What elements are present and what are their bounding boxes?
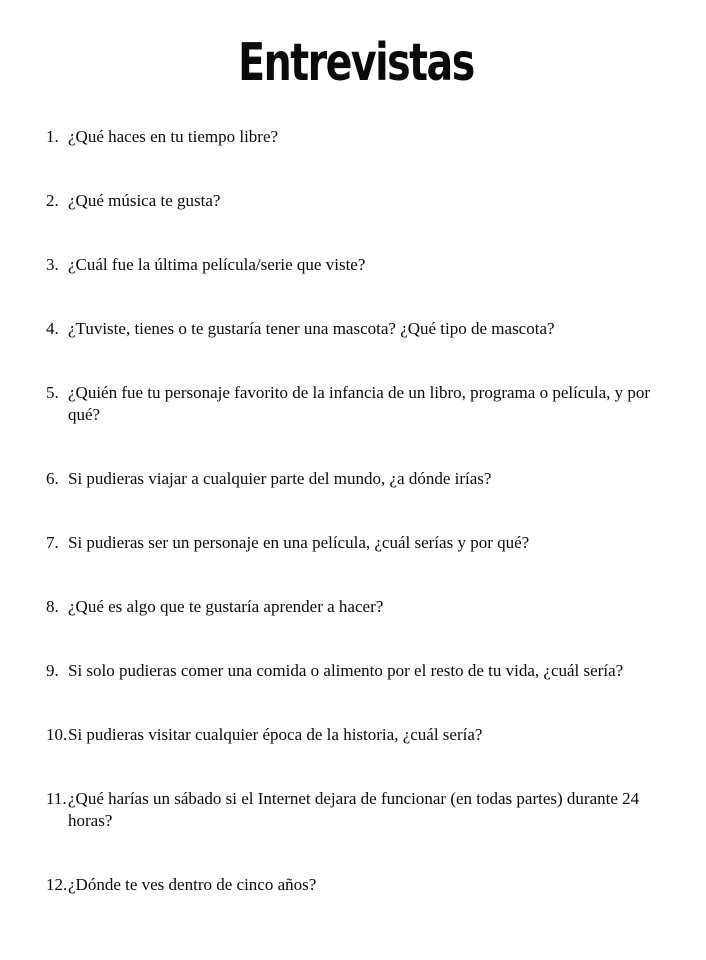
question-number: 7. bbox=[46, 533, 59, 552]
question-number: 9. bbox=[46, 661, 59, 680]
question-text: ¿Qué haces en tu tiempo libre? bbox=[68, 127, 279, 146]
question-text: Si pudieras viajar a cualquier parte del mundo, ¿a dónde irías? bbox=[68, 469, 492, 488]
question-item-2 bbox=[46, 190, 666, 212]
question-text: Si pudieras visitar cualquier época de la historia, ¿cuál sería? bbox=[68, 725, 483, 744]
question-text: ¿Qué es algo que te gustaría aprender a hacer? bbox=[68, 597, 384, 616]
question-text: ¿Qué música te gusta? bbox=[68, 191, 221, 210]
question-list bbox=[46, 126, 666, 896]
question-text: ¿Quién fue tu personaje favorito de la infancia de un libro, programa o película, y por qué? bbox=[68, 383, 651, 424]
question-item-11 bbox=[46, 788, 666, 832]
question-text: Si solo pudieras comer una comida o alimento por el resto de tu vida, ¿cuál sería? bbox=[68, 661, 624, 680]
question-text: Si pudieras ser un personaje en una película, ¿cuál serías y por qué? bbox=[68, 533, 530, 552]
question-number: 8. bbox=[46, 597, 59, 616]
question-item-3 bbox=[46, 254, 666, 276]
question-item-8 bbox=[46, 596, 666, 618]
question-item-7 bbox=[46, 532, 666, 554]
question-number: 6. bbox=[46, 469, 59, 488]
question-item-6 bbox=[46, 468, 666, 490]
question-text: ¿Cuál fue la última película/serie que viste? bbox=[68, 255, 366, 274]
question-item-12 bbox=[46, 874, 666, 896]
question-number: 1. bbox=[46, 127, 59, 146]
question-number: 10. bbox=[46, 725, 68, 744]
page-title bbox=[46, 32, 666, 94]
question-number: 4. bbox=[46, 319, 59, 338]
document-title: Entrevistas bbox=[238, 33, 474, 93]
question-number: 5. bbox=[46, 383, 59, 402]
question-item-5 bbox=[46, 382, 666, 426]
question-text: ¿Qué harías un sábado si el Internet dejara de funcionar (en todas partes) durante 24 horas? bbox=[68, 789, 640, 830]
question-text: ¿Tuviste, tienes o te gustaría tener una mascota? ¿Qué tipo de mascota? bbox=[68, 319, 555, 338]
question-number: 2. bbox=[46, 191, 59, 210]
question-number: 3. bbox=[46, 255, 59, 274]
question-item-9 bbox=[46, 660, 666, 682]
question-item-10 bbox=[46, 724, 666, 746]
question-item-1 bbox=[46, 126, 666, 148]
question-text: ¿Dónde te ves dentro de cinco años? bbox=[68, 875, 317, 894]
question-number: 12. bbox=[46, 875, 68, 894]
question-number: 11. bbox=[46, 789, 67, 808]
question-item-4 bbox=[46, 318, 666, 340]
